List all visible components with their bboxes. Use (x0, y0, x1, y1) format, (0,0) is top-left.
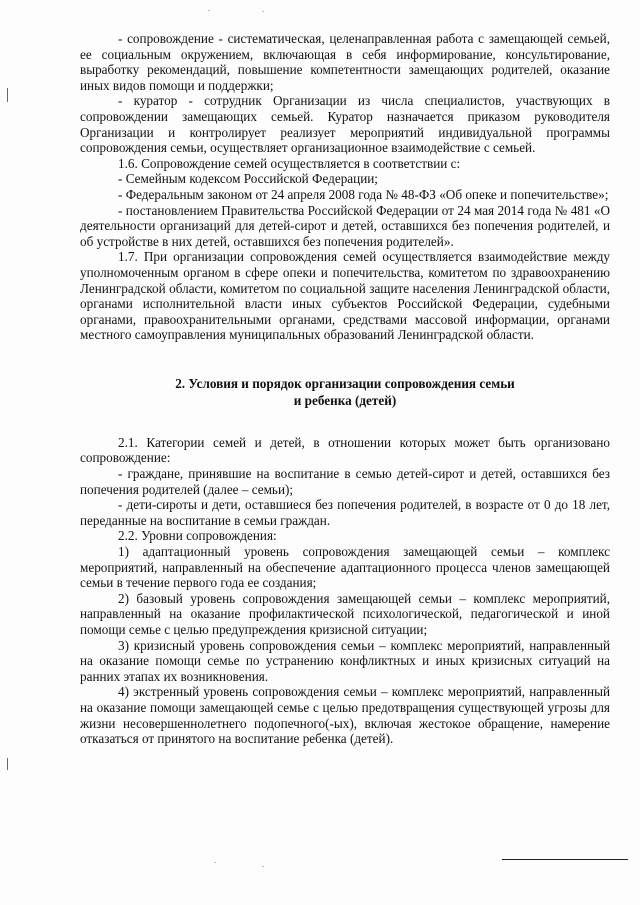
paragraph: 1) адаптационный уровень сопровождения замещающей семьи – комплекс мероприятий, направленный на обеспечение адаптационного процесса членов замещающей семьи в течение первого года ее создания; (80, 544, 610, 591)
paragraph: - куратор - сотрудник Организации из числа специалистов, участвующих в сопровождении замещающих семьей. Куратор назначается приказом руководителя Организации и контролирует реализует мероприятий индивидуальной программы сопровождения семьи, осуществляет организационное взаимодействие с семьей. (80, 93, 610, 156)
section-heading-line: и ребенка (детей) (293, 392, 397, 408)
paragraph: 2.2. Уровни сопровождения: (118, 528, 277, 544)
paragraph: 4) экстренный уровень сопровождения семьи – комплекс мероприятий, направленный на оказание помощи замещающей семье с целью предотвращения существующей угрозы для жизни несовершеннолетнего подопечного(-ых), включая жестокое обращение, намерение отказаться от принятого на воспитание ребенка (детей). (80, 684, 610, 747)
scan-speck (214, 862, 216, 863)
section-heading-line: 2. Условия и порядок организации сопровождения семьи (175, 375, 515, 391)
scan-margin-mark (7, 88, 8, 102)
paragraph: - граждане, принявшие на воспитание в семью детей-сирот и детей, оставшихся без попечения родителей (далее – семьи); (80, 466, 610, 497)
scan-speck (208, 10, 210, 11)
scan-speck (262, 11, 264, 12)
paragraph: - Федеральным законом от 24 апреля 2008 года № 48-ФЗ «Об опеке и попечительстве»; (118, 186, 609, 202)
section-heading (80, 375, 610, 409)
document-body (80, 31, 610, 747)
paragraph: 2) базовый уровень сопровождения замещающей семьи – комплекс мероприятий, направленный на оказание профилактической психологической, педагогической и иной помощи семье с целью предупреждения кризисной ситуации; (80, 590, 610, 637)
footnote-rule (502, 859, 628, 860)
paragraph: 3) кризисный уровень сопровождения семьи – комплекс мероприятий, направленный на оказание помощи семье по устранению конфликтных и иных кризисных ситуаций на ранних этапах их возникновения. (80, 637, 610, 684)
scan-margin-mark (7, 758, 8, 770)
paragraph: - Семейным кодексом Российской Федерации; (118, 171, 378, 187)
scan-speck (262, 866, 264, 867)
paragraph: - постановлением Правительства Российской Федерации от 24 мая 2014 года № 481 «О деятельности организаций для детей-сирот и детей, оставшихся без попечения родителей, и об устройстве в них детей, оставшихся без попечения родителей». (80, 202, 610, 249)
paragraph: - сопровождение - систематическая, целенаправленная работа с замещающей семьей, ее социальным окружением, включающая в себя информирование, консультирование, выработку рекомендаций, повышение компетентности замещающих родителей, оказание иных видов помощи и поддержки; (80, 31, 610, 93)
paragraph: - дети-сироты и дети, оставшиеся без попечения родителей, в возрасте от 0 до 18 лет, переданные на воспитание в семьи граждан. (80, 497, 610, 528)
paragraph: 2.1. Категории семей и детей, в отношении которых может быть организовано сопровождение: (80, 434, 610, 466)
paragraph: 1.7. При организации сопровождения семей осуществляется взаимодействие между уполномоченным органом в сфере опеки и попечительства, комитетом по здравоохранению Ленинградской области, комитетом по социальной защите населения Ленинградской области, органами исполнительной власти иных субъектов Российской Федерации, судебными органами, правоохранительными органами, средствами массовой информации, органами местного самоуправления муниципальных образований Ленинградской области. (80, 249, 610, 343)
paragraph: 1.6. Сопровождение семей осуществляется в соответствии с: (118, 155, 461, 171)
